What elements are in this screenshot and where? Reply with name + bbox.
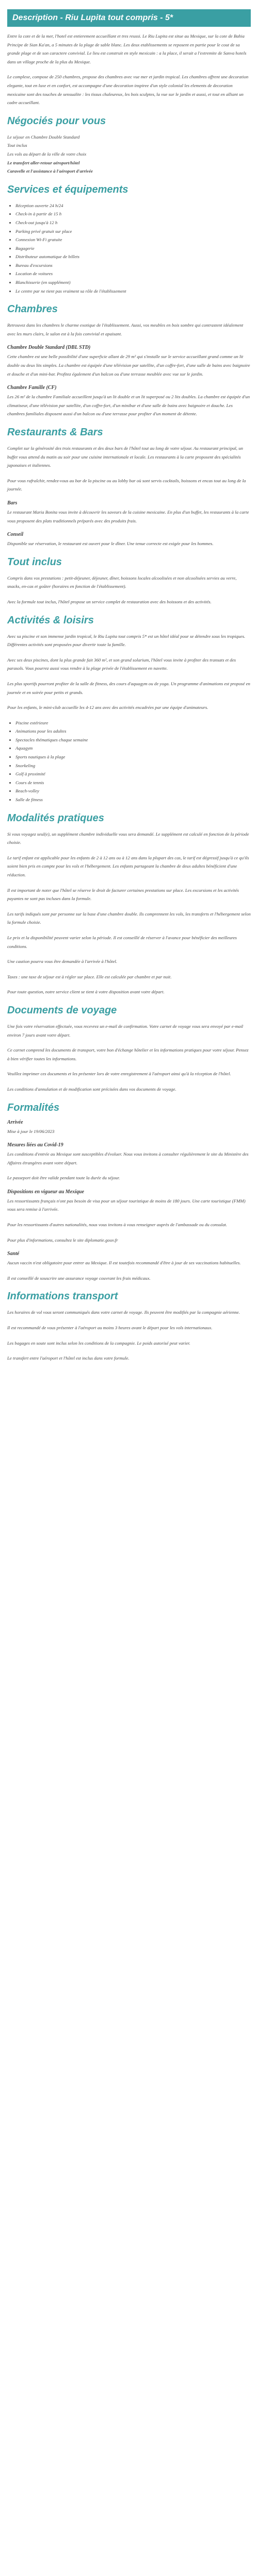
inclus-paragraph: Avec la formule tout inclus, l'hôtel propose un service complet de restauration avec des boissons et des activités.	[7, 599, 212, 604]
list-item: • Golf à proximité	[15, 770, 251, 778]
modalites-paragraph: Le tarif enfant est applicable pour les enfants de 2 à 12 ans ou à 12 ans dans la plupart des cas, le tarif est dégressif jusqu'à ce qu'ils soient bien pris en compte pour les vols et l'hébergement. Les enfants partageant la chambre de deux adultes bénéficient d'une réduction.	[7, 855, 249, 877]
chambres-paragraph: Retrouvez dans les chambres le charme exotique de l'établissement. Aussi, vos meubles en bois sombre qui contrastent idéalement avec les murs clairs, le salon est à la fois convivial et apaisant.	[7, 323, 244, 336]
restaurants-paragraph: Pour vous rafraîchir, rendez-vous au bar de la piscine ou au lobby bar où sont servis cocktails, boissons et encas tout au long de la journée.	[7, 478, 246, 492]
chambre-famille-paragraph: Les 26 m² de la chambre Familiale accueillent jusqu'à un lit double et un lit superposé ou 2 lits doubles. La chambre est équipée d'un climatiseur, d'une télévision par satellite, d'un coffre-fort, d'un minibar et d'une salle de bains avec baignoire et douche. Les chambres familiales disposent aussi d'un balcon ou d'une terrasse pour profiter d'un moment de détente.	[7, 394, 250, 417]
chambre-famille-title: Chambre Famille (CF)	[7, 385, 57, 391]
modalites-paragraph: Une caution pourra vous être demandée à l'arrivée à l'hôtel.	[7, 959, 118, 964]
infos-paragraph: Les horaires de vol vous seront communiqués dans votre carnet de voyage. Ils peuvent être modifiés par la compagnie aérienne.	[7, 1310, 240, 1315]
bars-title: Bars	[7, 500, 18, 506]
list-item: • Location de voitures	[15, 269, 251, 278]
chambre-double-title: Chambre Double Standard (DBL STD)	[7, 345, 91, 351]
formalites-subtitle: Santé	[7, 1251, 20, 1257]
documents-paragraph: Les conditions d'annulation et de modification sont précisées dans vos documents de voyage.	[7, 1086, 176, 1092]
formalites-paragraph: Le passeport doit être valide pendant toute la durée du séjour.	[7, 1175, 120, 1181]
section-title-infos: Informations transport	[7, 1291, 118, 1302]
documents-paragraph: Veuillez imprimer ces documents et les présenter lors de votre enregistrement à l'aéroport ainsi qu'à la réception de l'hôtel.	[7, 1071, 231, 1077]
section-title-services: Services et équipements	[7, 183, 128, 195]
list-item: • Aquagym	[15, 744, 251, 753]
conseil-paragraph: Disponible sur réservation, le restaurant est ouvert pour le dîner. Une tenue correcte est exigée pour les hommes.	[7, 541, 214, 547]
services-list	[7, 201, 251, 296]
list-item: • Distributeur automatique de billets	[15, 252, 251, 261]
list-item: • Snorkeling	[15, 761, 251, 770]
documents-paragraph: Une fois votre réservation effectuée, vous recevrez un e-mail de confirmation. Votre carnet de voyage vous sera envoyé par e-mail environ 7 jours avant votre départ.	[7, 1023, 244, 1038]
formalites-paragraph: Les ressortissants français n'ont pas besoin de visa pour un séjour touristique de moins de 180 jours. Une carte touristique (FMM) vous sera remise à l'arrivée.	[7, 1198, 246, 1212]
formalites-subtitle: Dispositions en vigueur au Mexique	[7, 1189, 84, 1195]
negocies-line: Les vols au départ de la ville de votre choix	[7, 151, 87, 157]
list-item: • Piscine extérieure	[15, 719, 251, 727]
section-title-formalites: Formalités	[7, 1101, 60, 1113]
formalites-subtitle: Mesures liées au Covid-19	[7, 1142, 63, 1148]
modalites-paragraph: Si vous voyagez seul(e), un supplément chambre individuelle vous sera demandé. Le supplément est calculé en fonction de la période choisie.	[7, 831, 249, 845]
activites-list	[7, 719, 251, 804]
documents-paragraph: Ce carnet comprend les documents de transport, votre bon d'échange hôtelier et les informations pratiques pour votre séjour. Pensez à bien vérifier toutes les informations.	[7, 1047, 249, 1061]
page-title: Description - Riu Lupita tout compris - 5*	[7, 9, 251, 27]
modalites-paragraph: Pour toute question, notre service client se tient à votre disposition avant votre départ.	[7, 989, 165, 995]
activites-paragraph: Les plus sportifs pourront profiter de la salle de fitness, des cours d'aquagym ou de yoga. Un programme d'animations est proposé en journée et en soirée pour petits et grands.	[7, 681, 250, 695]
list-item: • Spectacles thématiques chaque semaine	[15, 736, 251, 744]
section-title-activites: Activités & loisirs	[7, 614, 94, 626]
formalites-paragraph: Aucun vaccin n'est obligatoire pour entrer au Mexique. Il est toutefois recommandé d'être à jour de ses vaccinations habituelles.	[7, 1260, 241, 1266]
infos-paragraph: Le transfert entre l'aéroport et l'hôtel est inclus dans votre formule.	[7, 1355, 130, 1361]
list-item: • Bureau d'excursions	[15, 261, 251, 270]
list-item: • Blanchisserie (en supplément)	[15, 278, 251, 287]
negocies-line: Caravelle et l'assistance à l'aéroport d'arrivée	[7, 168, 93, 174]
list-item: • Le centre par ne tient pas vraiment sa rôle de l'établissement	[15, 287, 251, 296]
formalites-paragraph: Les conditions d'entrée au Mexique sont susceptibles d'évoluer. Nous vous invitons à consulter régulièrement le site du Ministère des Affaires étrangères avant votre départ.	[7, 1151, 249, 1165]
list-item: • Parking privé gratuit sur place	[15, 227, 251, 236]
modalites-paragraph: Les tarifs indiqués sont par personne sur la base d'une chambre double. Ils comprennent les vols, les transferts et l'hébergement selon la formule choisie.	[7, 911, 251, 925]
main-content	[0, 32, 258, 1363]
list-item: • Sports nautiques à la plage	[15, 753, 251, 761]
list-item: • Beach-volley	[15, 787, 251, 795]
list-item: • Check-out jusqu'à 12 h	[15, 218, 251, 227]
list-item: • Animations pour les adultes	[15, 727, 251, 736]
section-title-modalites: Modalités pratiques	[7, 812, 104, 824]
negocies-line: Le séjour en Chambre Double Standard	[7, 134, 80, 140]
list-item: • Cours de tennis	[15, 778, 251, 787]
list-item: • Bagagerie	[15, 244, 251, 253]
formalites-paragraph: Pour plus d'informations, consultez le site diplomatie.gouv.fr	[7, 1237, 118, 1243]
section-title-negocies: Négociés pour vous	[7, 115, 106, 127]
negocies-line: Tout inclus	[7, 143, 27, 148]
activites-paragraph: Pour les enfants, le mini-club accueille les 4-12 ans avec des activités encadrées par une équipe d'animateurs.	[7, 705, 208, 710]
chambre-double-paragraph: Cette chambre est une belle possibilité d'une superficie allant de 29 m² qui s'installe sur le service accueillant grand comme un lit double ou deux lits simples. La chambre est équipée d'une télévision par satellite, d'un coffre-fort, d'une salle de bains avec baignoire et douche et d'un mini-bar. Profitez également d'un balcon ou d'une terrasse meublée avec vue sur le jardin.	[7, 354, 250, 377]
bars-paragraph: Le restaurant Maria Bonita vous invite à découvrir les saveurs de la cuisine mexicaine. En plus d'un buffet, les restaurants à la carte vous proposent des plats traditionnels préparés avec des produits frais.	[7, 509, 249, 523]
modalites-paragraph: Taxes : une taxe de séjour est à régler sur place. Elle est calculée par chambre et par nuit.	[7, 974, 172, 979]
intro-paragraph: Le complexe, compose de 250 chambres, propose des chambres avec vue mer et jardin tropical. Les chambres offrent une decoration elegante, tout en luxe et en confort, est accompagne d'une decoration inspiree d'un style colonial les elements de decoration mexicaine sont des touches de sensualite : les tissus chaleureux, les bois sculptes, la vue sur le jardin et aussi, et tout en alliant un cadre accueillant.	[7, 74, 249, 106]
modalites-paragraph: Il est important de noter que l'hôtel se réserve le droit de facturer certaines prestations sur place. Les excursions et les activités payantes ne sont pas incluses dans la formule.	[7, 887, 239, 902]
infos-paragraph: Les bagages en soute sont inclus selon les conditions de la compagnie. Le poids autorisé peut varier.	[7, 1340, 190, 1346]
modalites-paragraph: Le prix et la disponibilité peuvent varier selon la période. Il est conseillé de réserver à l'avance pour bénéficier des meilleures conditions.	[7, 935, 237, 949]
activites-paragraph: Avec ses deux piscines, dont la plus grande fait 360 m², et son grand solarium, l'hôtel vous invite à profiter des transats et des parasols. Vous pourrez aussi vous rendre à la plage privée de l'établissement en navette.	[7, 657, 236, 671]
activites-paragraph: Avec sa piscine et son immense jardin tropical, le Riu Lupita tout compris 5* est un hôtel idéal pour se détendre sous les tropiques. Différentes activités sont proposées pour divertir toute la famille.	[7, 633, 246, 648]
formalites-paragraph: Il est conseillé de souscrire une assurance voyage couvrant les frais médicaux.	[7, 1275, 151, 1281]
negocies-line: Le transfert aller-retour aéroport/hôtel	[7, 160, 80, 165]
infos-paragraph: Il est recommandé de vous présenter à l'aéroport au moins 3 heures avant le départ pour les vols internationaux.	[7, 1325, 213, 1331]
formalites-paragraph: Mise à jour le 19/06/2023	[7, 1128, 55, 1134]
restaurants-paragraph: Complet sur la générosité des trois restaurants et des deux bars de l'hôtel tout au long de votre séjour. Au restaurant principal, un buffet vous attend du matin au soir pour une cuisine internationale et locale. Les restaurants à la carte proposent des spécialités japonaises et italiennes.	[7, 446, 244, 468]
list-item: • Connexion Wi-Fi gratuite	[15, 235, 251, 244]
list-item: • Réception ouverte 24 h/24	[15, 201, 251, 210]
formalites-paragraph: Pour les ressortissants d'autres nationalités, nous vous invitons à vous renseigner auprès de l'ambassade ou du consulat.	[7, 1222, 227, 1228]
list-item: • Salle de fitness	[15, 795, 251, 804]
list-item: • Check-in à partir de 15 h	[15, 210, 251, 218]
intro-paragraph: Entre la cote et de la mer, l'hotel est entierement accueillant et tres reussi. Le Riu Lupita est situe au Mexique, sur la cote de Bahia Principe de Sian Ka'an, a 5 minutes de la plage de sable blanc. Les deux etablissements se reposent en partie pour le cout de sa grande plage et de son caractere convivial. Le lieu est construit en style mexicain : a la place, il serait a l'extremite de Sanva hotels dans un village proche de la plus du Mexique.	[7, 33, 247, 64]
inclus-paragraph: Compris dans vos prestations : petit-déjeuner, déjeuner, dîner, boissons locales alcoolisées et non alcoolisées servies au verre, snacks, en-cas et goûter (horaires en fonction de l'établissement).	[7, 575, 237, 589]
section-title-documents: Documents de voyage	[7, 1004, 117, 1016]
section-title-inclus: Tout inclus	[7, 556, 62, 568]
section-title-chambres: Chambres	[7, 303, 58, 315]
conseil-title: Conseil	[7, 532, 24, 538]
section-title-restaurants: Restaurants & Bars	[7, 427, 103, 438]
formalites-subtitle: Arrivée	[7, 1119, 23, 1125]
